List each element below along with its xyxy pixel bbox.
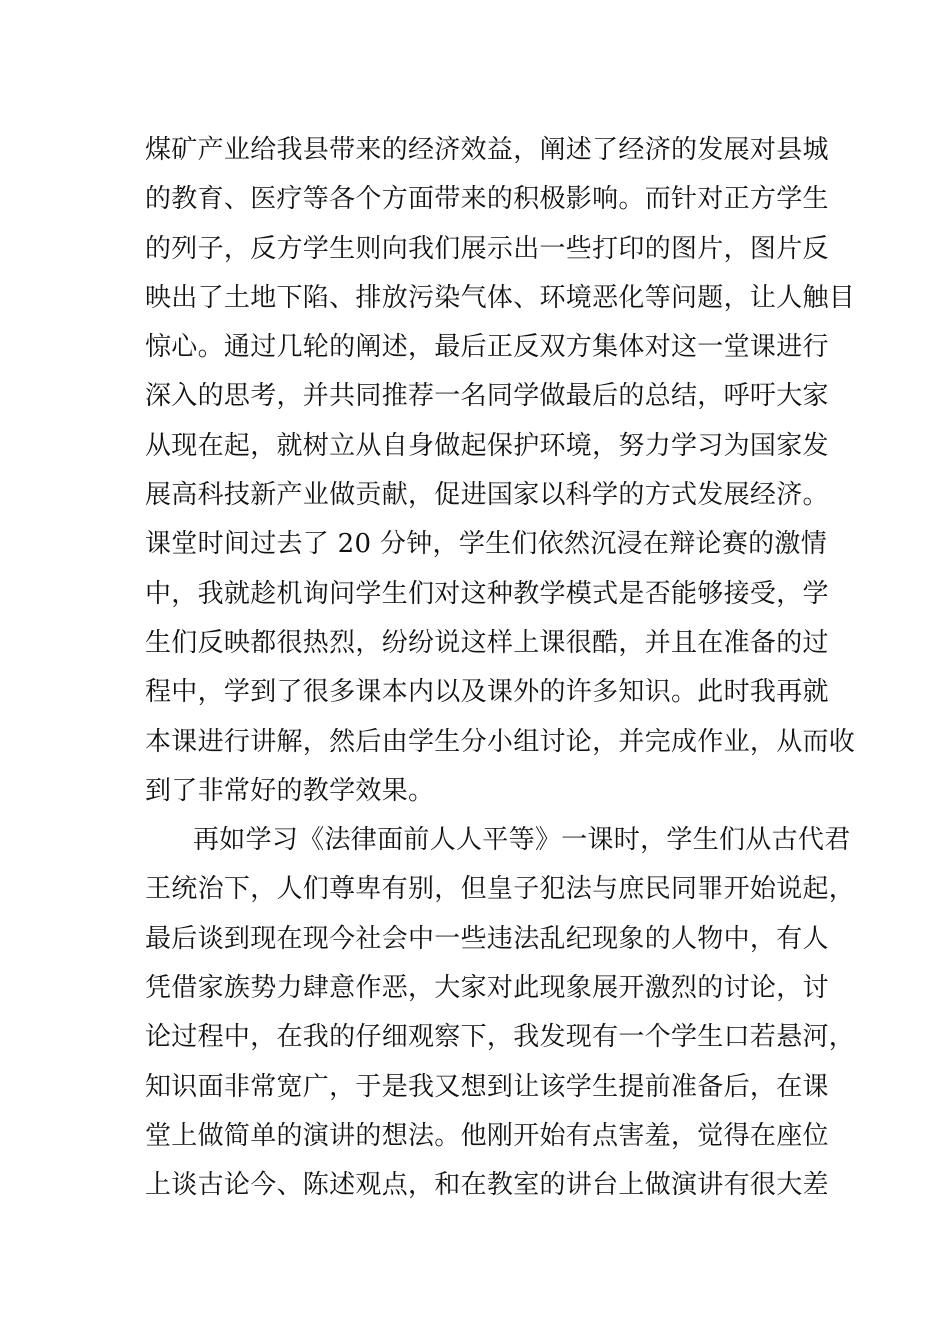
- text-line-17: 最后谈到现在现今社会中一些违法乱纪现象的人物中，有人: [145, 923, 829, 954]
- text-line-2: 的教育、医疗等各个方面带来的积极影响。而针对正方学生: [145, 184, 829, 215]
- text-line-10: 中，我就趁机询问学生们对这种教学模式是否能够接受，学: [145, 578, 829, 609]
- text-line-20: 知识面非常宽广，于是我又想到让该学生提前准备后，在课: [145, 1071, 829, 1102]
- text-line-16: 王统治下，人们尊卑有别，但皇子犯法与庶民同罪开始说起，: [145, 874, 856, 905]
- text-line-5: 惊心。通过几轮的阐述，最后正反双方集体对这一堂课进行: [145, 332, 829, 363]
- text-line-22: 上谈古论今、陈述观点，和在教室的讲台上做演讲有很大差: [145, 1170, 829, 1201]
- text-line-1: 煤矿产业给我县带来的经济效益，阐述了经济的发展对县城: [145, 135, 829, 165]
- text-line-13: 本课进行讲解，然后由学生分小组讨论，并完成作业，从而收: [145, 726, 856, 757]
- text-line-21: 堂上做简单的演讲的想法。他刚开始有点害羞，觉得在座位: [145, 1120, 829, 1151]
- text-line-4: 映出了土地下陷、排放污染气体、环境恶化等问题，让人触目: [145, 282, 856, 313]
- text-line-19: 论过程中，在我的仔细观察下，我发现有一个学生口若悬河，: [145, 1022, 856, 1053]
- text-line-11: 生们反映都很热烈，纷纷说这样上课很酷，并且在准备的过: [145, 627, 829, 658]
- text-line-18: 凭借家族势力肆意作恶，大家对此现象展开激烈的讨论，讨: [145, 973, 829, 1004]
- text-line-3: 的列子，反方学生则向我们展示出一些打印的图片，图片反: [145, 233, 829, 264]
- text-line-14: 到了非常好的教学效果。: [145, 775, 435, 806]
- text-line-12: 程中，学到了很多课本内以及课外的许多知识。此时我再就: [145, 677, 829, 708]
- text-line-9: 课堂时间过去了 20 分钟，学生们依然沉浸在辩论赛的激情: [145, 529, 828, 560]
- text-line-7: 从现在起，就树立从自身做起保护环境，努力学习为国家发: [145, 430, 829, 461]
- text-line-6: 深入的思考，并共同推荐一名同学做最后的总结，呼吁大家: [145, 381, 829, 412]
- text-line-8: 展高科技新产业做贡献，促进国家以科学的方式发展经济。: [145, 480, 829, 511]
- text-line-15: 再如学习《法律面前人人平等》一课时，学生们从古代君: [193, 825, 851, 856]
- body-text: [145, 126, 856, 1211]
